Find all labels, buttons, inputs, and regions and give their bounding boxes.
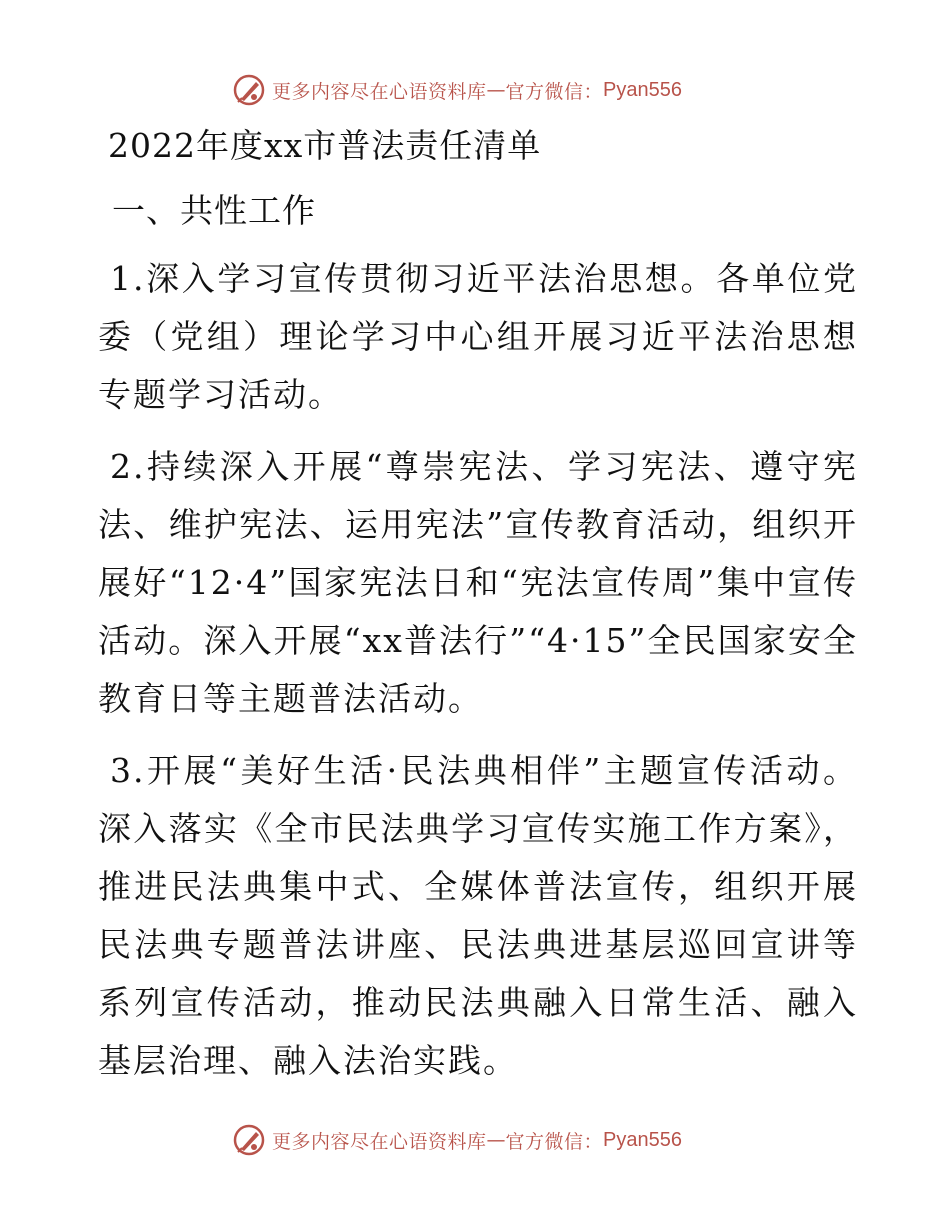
paragraph-item-1: 1.深入学习宣传贯彻习近平法治思想。各单位党委（党组）理论学习中心组开展习近平法治思想专题学习活动。 — [98, 259, 858, 414]
top-watermark-banner — [232, 70, 682, 110]
document-body — [98, 118, 858, 1104]
watermark-separator: — — [486, 79, 506, 101]
watermark-wechat-label: 官方微信： — [505, 1130, 604, 1153]
paragraph-item-2: 2.持续深入开展“尊崇宪法、学习宪法、遵守宪法、维护宪法、运用宪法”宣传教育活动，组织开展好“12·4”国家宪法日和“宪法宣传周”集中宣传活动。深入开展“xx普法行”“4·15”全民国家安全教育日等主题普法活动。 — [98, 447, 858, 718]
paragraph-item-3: 3.开展“美好生活·民法典相伴”主题宣传活动。深入落实《全市民法典学习宣传实施工作方案》，推进民法典集中式、全媒体普法宣传，组织开展民法典专题普法讲座、民法典进基层巡回宣讲等系列宣传活动，推动民法典融入日常生活、融入基层治理、融入法治实践。 — [98, 751, 858, 1080]
quill-pen-logo-icon — [232, 73, 266, 107]
watermark-brand-text: 更多内容尽在心语资料库 — [272, 1130, 487, 1153]
document-title: 2022年度xx市普法责任清单 — [108, 126, 542, 165]
watermark-wechat-account: Pyan556 — [603, 1128, 682, 1151]
bottom-watermark-banner — [232, 1120, 682, 1160]
section-heading: 一、共性工作 — [112, 191, 316, 230]
watermark-brand-text: 更多内容尽在心语资料库 — [272, 80, 487, 103]
watermark-separator: — — [486, 1129, 506, 1151]
quill-pen-logo-icon — [232, 1123, 266, 1157]
watermark-wechat-label: 官方微信： — [505, 80, 604, 103]
watermark-wechat-account: Pyan556 — [603, 78, 682, 101]
